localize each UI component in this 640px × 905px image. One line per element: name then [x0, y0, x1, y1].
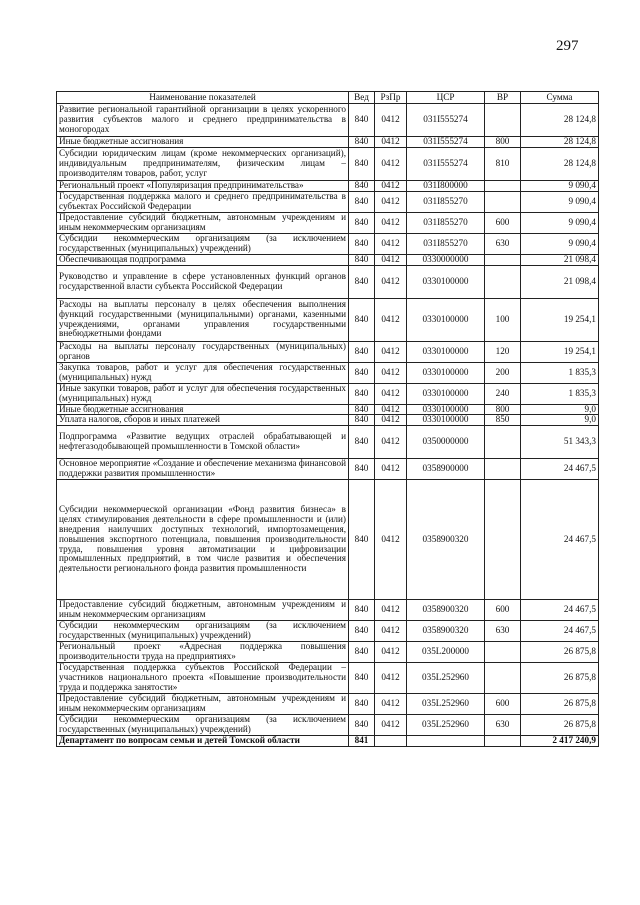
csr-cell: 0358900320 [407, 621, 485, 642]
table-row [57, 642, 599, 663]
name-cell: Субсидии некоммерческим организациям (за исключением государственных (муниципальных) учреждений) [57, 621, 349, 642]
name-cell: Иные бюджетные ассигнования [57, 137, 349, 148]
table-row [57, 663, 599, 694]
csr-cell: 0330000000 [407, 254, 485, 265]
ved-cell: 840 [349, 298, 375, 341]
csr-cell: 0350000000 [407, 426, 485, 459]
csr-cell: 0358900320 [407, 600, 485, 621]
name-cell: Предоставление субсидий бюджетным, автономным учреждениям и иным некоммерческим организациям [57, 600, 349, 621]
ved-cell: 841 [349, 736, 375, 747]
sum-cell: 21 098,4 [521, 265, 599, 298]
sum-cell: 26 875,8 [521, 694, 599, 715]
table-row [57, 600, 599, 621]
rzpr-cell: 0412 [375, 191, 407, 212]
header-ved: Вед [349, 92, 375, 104]
table-row [57, 212, 599, 233]
table-row [57, 362, 599, 383]
name-cell: Руководство и управление в сфере установленных функций органов государственной власти субъекта Российской Федерации [57, 265, 349, 298]
sum-cell: 24 467,5 [521, 480, 599, 600]
vr-cell: 100 [485, 298, 521, 341]
rzpr-cell: 0412 [375, 415, 407, 426]
rzpr-cell: 0412 [375, 212, 407, 233]
ved-cell: 840 [349, 104, 375, 137]
sum-cell: 9 090,4 [521, 212, 599, 233]
sum-cell: 9 090,4 [521, 180, 599, 191]
budget-table [56, 91, 599, 747]
csr-cell: 031I855270 [407, 191, 485, 212]
vr-cell [485, 663, 521, 694]
table-row [57, 265, 599, 298]
name-cell: Уплата налогов, сборов и иных платежей [57, 415, 349, 426]
sum-cell: 2 417 240,9 [521, 736, 599, 747]
rzpr-cell: 0412 [375, 383, 407, 404]
vr-cell [485, 459, 521, 480]
csr-cell: 031I555274 [407, 104, 485, 137]
table-row [57, 621, 599, 642]
ved-cell: 840 [349, 191, 375, 212]
ved-cell: 840 [349, 715, 375, 736]
name-cell: Расходы на выплаты персоналу государственных (муниципальных) органов [57, 341, 349, 362]
vr-cell [485, 254, 521, 265]
table-row [57, 233, 599, 254]
table-row [57, 341, 599, 362]
vr-cell [485, 480, 521, 600]
name-cell: Предоставление субсидий бюджетным, автономным учреждениям и иным некоммерческим организациям [57, 212, 349, 233]
ved-cell: 840 [349, 621, 375, 642]
name-cell: Расходы на выплаты персоналу в целях обеспечения выполнения функций государственными (муниципальными) органами, казенными учреждениями, органами управления государственными внебюджетными фондами [57, 298, 349, 341]
rzpr-cell: 0412 [375, 642, 407, 663]
ved-cell: 840 [349, 265, 375, 298]
vr-cell: 200 [485, 362, 521, 383]
sum-cell: 26 875,8 [521, 663, 599, 694]
rzpr-cell: 0412 [375, 459, 407, 480]
sum-cell: 19 254,1 [521, 298, 599, 341]
rzpr-cell: 0412 [375, 404, 407, 415]
rzpr-cell: 0412 [375, 147, 407, 180]
name-cell: Субсидии юридическим лицам (кроме некоммерческих организаций), индивидуальным предпринимателям, физическим лицам – производителям товаров, работ, услуг [57, 147, 349, 180]
ved-cell: 840 [349, 642, 375, 663]
rzpr-cell: 0412 [375, 480, 407, 600]
header-rzpr: РзПр [375, 92, 407, 104]
table-row [57, 137, 599, 148]
rzpr-cell: 0412 [375, 298, 407, 341]
sum-cell: 28 124,8 [521, 104, 599, 137]
header-vr: ВР [485, 92, 521, 104]
vr-cell [485, 642, 521, 663]
vr-cell [485, 736, 521, 747]
rzpr-cell: 0412 [375, 663, 407, 694]
sum-cell: 9 090,4 [521, 233, 599, 254]
ved-cell: 840 [349, 694, 375, 715]
sum-cell: 9,0 [521, 415, 599, 426]
sum-cell: 51 343,3 [521, 426, 599, 459]
csr-cell: 031I555274 [407, 147, 485, 180]
table-row [57, 298, 599, 341]
ved-cell: 840 [349, 480, 375, 600]
vr-cell [485, 104, 521, 137]
csr-cell: 0330100000 [407, 341, 485, 362]
csr-cell: 0358900320 [407, 480, 485, 600]
table-row [57, 459, 599, 480]
table-row [57, 715, 599, 736]
name-cell: Департамент по вопросам семьи и детей Томской области [57, 736, 349, 747]
name-cell: Закупка товаров, работ и услуг для обеспечения государственных (муниципальных) нужд [57, 362, 349, 383]
vr-cell: 800 [485, 137, 521, 148]
sum-cell: 24 467,5 [521, 621, 599, 642]
ved-cell: 840 [349, 663, 375, 694]
vr-cell: 600 [485, 212, 521, 233]
vr-cell: 600 [485, 600, 521, 621]
name-cell: Обеспечивающая подпрограмма [57, 254, 349, 265]
rzpr-cell: 0412 [375, 362, 407, 383]
table-row [57, 254, 599, 265]
header-name: Наименование показателей [57, 92, 349, 104]
rzpr-cell: 0412 [375, 254, 407, 265]
csr-cell: 0330100000 [407, 265, 485, 298]
name-cell: Развитие региональной гарантийной организации в целях ускоренного развития субъектов малого и среднего предпринимательства в моногородах [57, 104, 349, 137]
vr-cell: 850 [485, 415, 521, 426]
csr-cell: 031I855270 [407, 212, 485, 233]
csr-cell: 035L200000 [407, 642, 485, 663]
ved-cell: 840 [349, 415, 375, 426]
ved-cell: 840 [349, 180, 375, 191]
table-row [57, 426, 599, 459]
csr-cell: 0358900000 [407, 459, 485, 480]
csr-cell: 031I800000 [407, 180, 485, 191]
name-cell: Предоставление субсидий бюджетным, автономным учреждениям и иным некоммерческим организациям [57, 694, 349, 715]
header-csr: ЦСР [407, 92, 485, 104]
csr-cell: 0330100000 [407, 383, 485, 404]
ved-cell: 840 [349, 459, 375, 480]
ved-cell: 840 [349, 404, 375, 415]
vr-cell [485, 265, 521, 298]
sum-cell: 1 835,3 [521, 362, 599, 383]
sum-cell: 24 467,5 [521, 600, 599, 621]
sum-cell: 24 467,5 [521, 459, 599, 480]
ved-cell: 840 [349, 212, 375, 233]
vr-cell [485, 426, 521, 459]
sum-cell: 21 098,4 [521, 254, 599, 265]
ved-cell: 840 [349, 137, 375, 148]
csr-cell: 0330100000 [407, 404, 485, 415]
ved-cell: 840 [349, 233, 375, 254]
header-sum: Сумма [521, 92, 599, 104]
csr-cell [407, 736, 485, 747]
rzpr-cell: 0412 [375, 426, 407, 459]
rzpr-cell: 0412 [375, 265, 407, 298]
sum-cell: 26 875,8 [521, 642, 599, 663]
csr-cell: 031I855270 [407, 233, 485, 254]
csr-cell: 031I555274 [407, 137, 485, 148]
name-cell: Государственная поддержка малого и среднего предпринимательства в субъектах Российской Федерации [57, 191, 349, 212]
ved-cell: 840 [349, 147, 375, 180]
name-cell: Субсидии некоммерческим организациям (за исключением государственных (муниципальных) учреждений) [57, 233, 349, 254]
csr-cell: 035L252960 [407, 694, 485, 715]
rzpr-cell: 0412 [375, 137, 407, 148]
table-row [57, 180, 599, 191]
table-row [57, 415, 599, 426]
vr-cell: 120 [485, 341, 521, 362]
rzpr-cell: 0412 [375, 694, 407, 715]
vr-cell [485, 191, 521, 212]
vr-cell: 630 [485, 233, 521, 254]
rzpr-cell: 0412 [375, 233, 407, 254]
table-row [57, 404, 599, 415]
csr-cell: 0330100000 [407, 415, 485, 426]
table-row [57, 383, 599, 404]
csr-cell: 0330100000 [407, 362, 485, 383]
name-cell: Государственная поддержка субъектов Российской Федерации – участников национального проекта «Повышение производительности труда и поддержка занятости» [57, 663, 349, 694]
csr-cell: 035L252960 [407, 715, 485, 736]
name-cell: Субсидии некоммерческим организациям (за исключением государственных (муниципальных) учреждений) [57, 715, 349, 736]
name-cell: Основное мероприятие «Создание и обеспечение механизма финансовой поддержки развития промышленности» [57, 459, 349, 480]
rzpr-cell: 0412 [375, 600, 407, 621]
table-row [57, 694, 599, 715]
table-row [57, 736, 599, 747]
name-cell: Региональный проект «Адресная поддержка повышения производительности труда на предприятиях» [57, 642, 349, 663]
rzpr-cell: 0412 [375, 341, 407, 362]
name-cell: Иные закупки товаров, работ и услуг для обеспечения государственных (муниципальных) нужд [57, 383, 349, 404]
sum-cell: 28 124,8 [521, 137, 599, 148]
ved-cell: 840 [349, 600, 375, 621]
vr-cell: 600 [485, 694, 521, 715]
ved-cell: 840 [349, 341, 375, 362]
ved-cell: 840 [349, 426, 375, 459]
rzpr-cell: 0412 [375, 104, 407, 137]
name-cell: Субсидии некоммерческой организации «Фонд развития бизнеса» в целях стимулирования деятельности в сфере промышленности и (или) внедрения наилучших доступных технологий, импортозамещения, повышения экспортного потенциала, повышения производительности труда, повышения уровня автоматизации и цифровизации промышленных предприятий, в том числе развития и обеспечения деятельности регионального фонда развития промышленности [57, 480, 349, 600]
ved-cell: 840 [349, 383, 375, 404]
sum-cell: 26 875,8 [521, 715, 599, 736]
vr-cell: 630 [485, 715, 521, 736]
ved-cell: 840 [349, 254, 375, 265]
vr-cell: 810 [485, 147, 521, 180]
sum-cell: 9,0 [521, 404, 599, 415]
table-row [57, 104, 599, 137]
vr-cell: 630 [485, 621, 521, 642]
table-row [57, 480, 599, 600]
rzpr-cell [375, 736, 407, 747]
table-row [57, 147, 599, 180]
name-cell: Иные бюджетные ассигнования [57, 404, 349, 415]
vr-cell: 240 [485, 383, 521, 404]
sum-cell: 28 124,8 [521, 147, 599, 180]
csr-cell: 0330100000 [407, 298, 485, 341]
rzpr-cell: 0412 [375, 180, 407, 191]
ved-cell: 840 [349, 362, 375, 383]
table-row [57, 191, 599, 212]
name-cell: Подпрограмма «Развитие ведущих отраслей обрабатывающей и нефтегазодобывающей промышленности в Томской области» [57, 426, 349, 459]
name-cell: Региональный проект «Популяризация предпринимательства» [57, 180, 349, 191]
sum-cell: 19 254,1 [521, 341, 599, 362]
vr-cell [485, 180, 521, 191]
vr-cell: 800 [485, 404, 521, 415]
table-header-row [57, 92, 599, 104]
csr-cell: 035L252960 [407, 663, 485, 694]
page-number: 297 [556, 38, 579, 54]
sum-cell: 1 835,3 [521, 383, 599, 404]
rzpr-cell: 0412 [375, 715, 407, 736]
rzpr-cell: 0412 [375, 621, 407, 642]
sum-cell: 9 090,4 [521, 191, 599, 212]
